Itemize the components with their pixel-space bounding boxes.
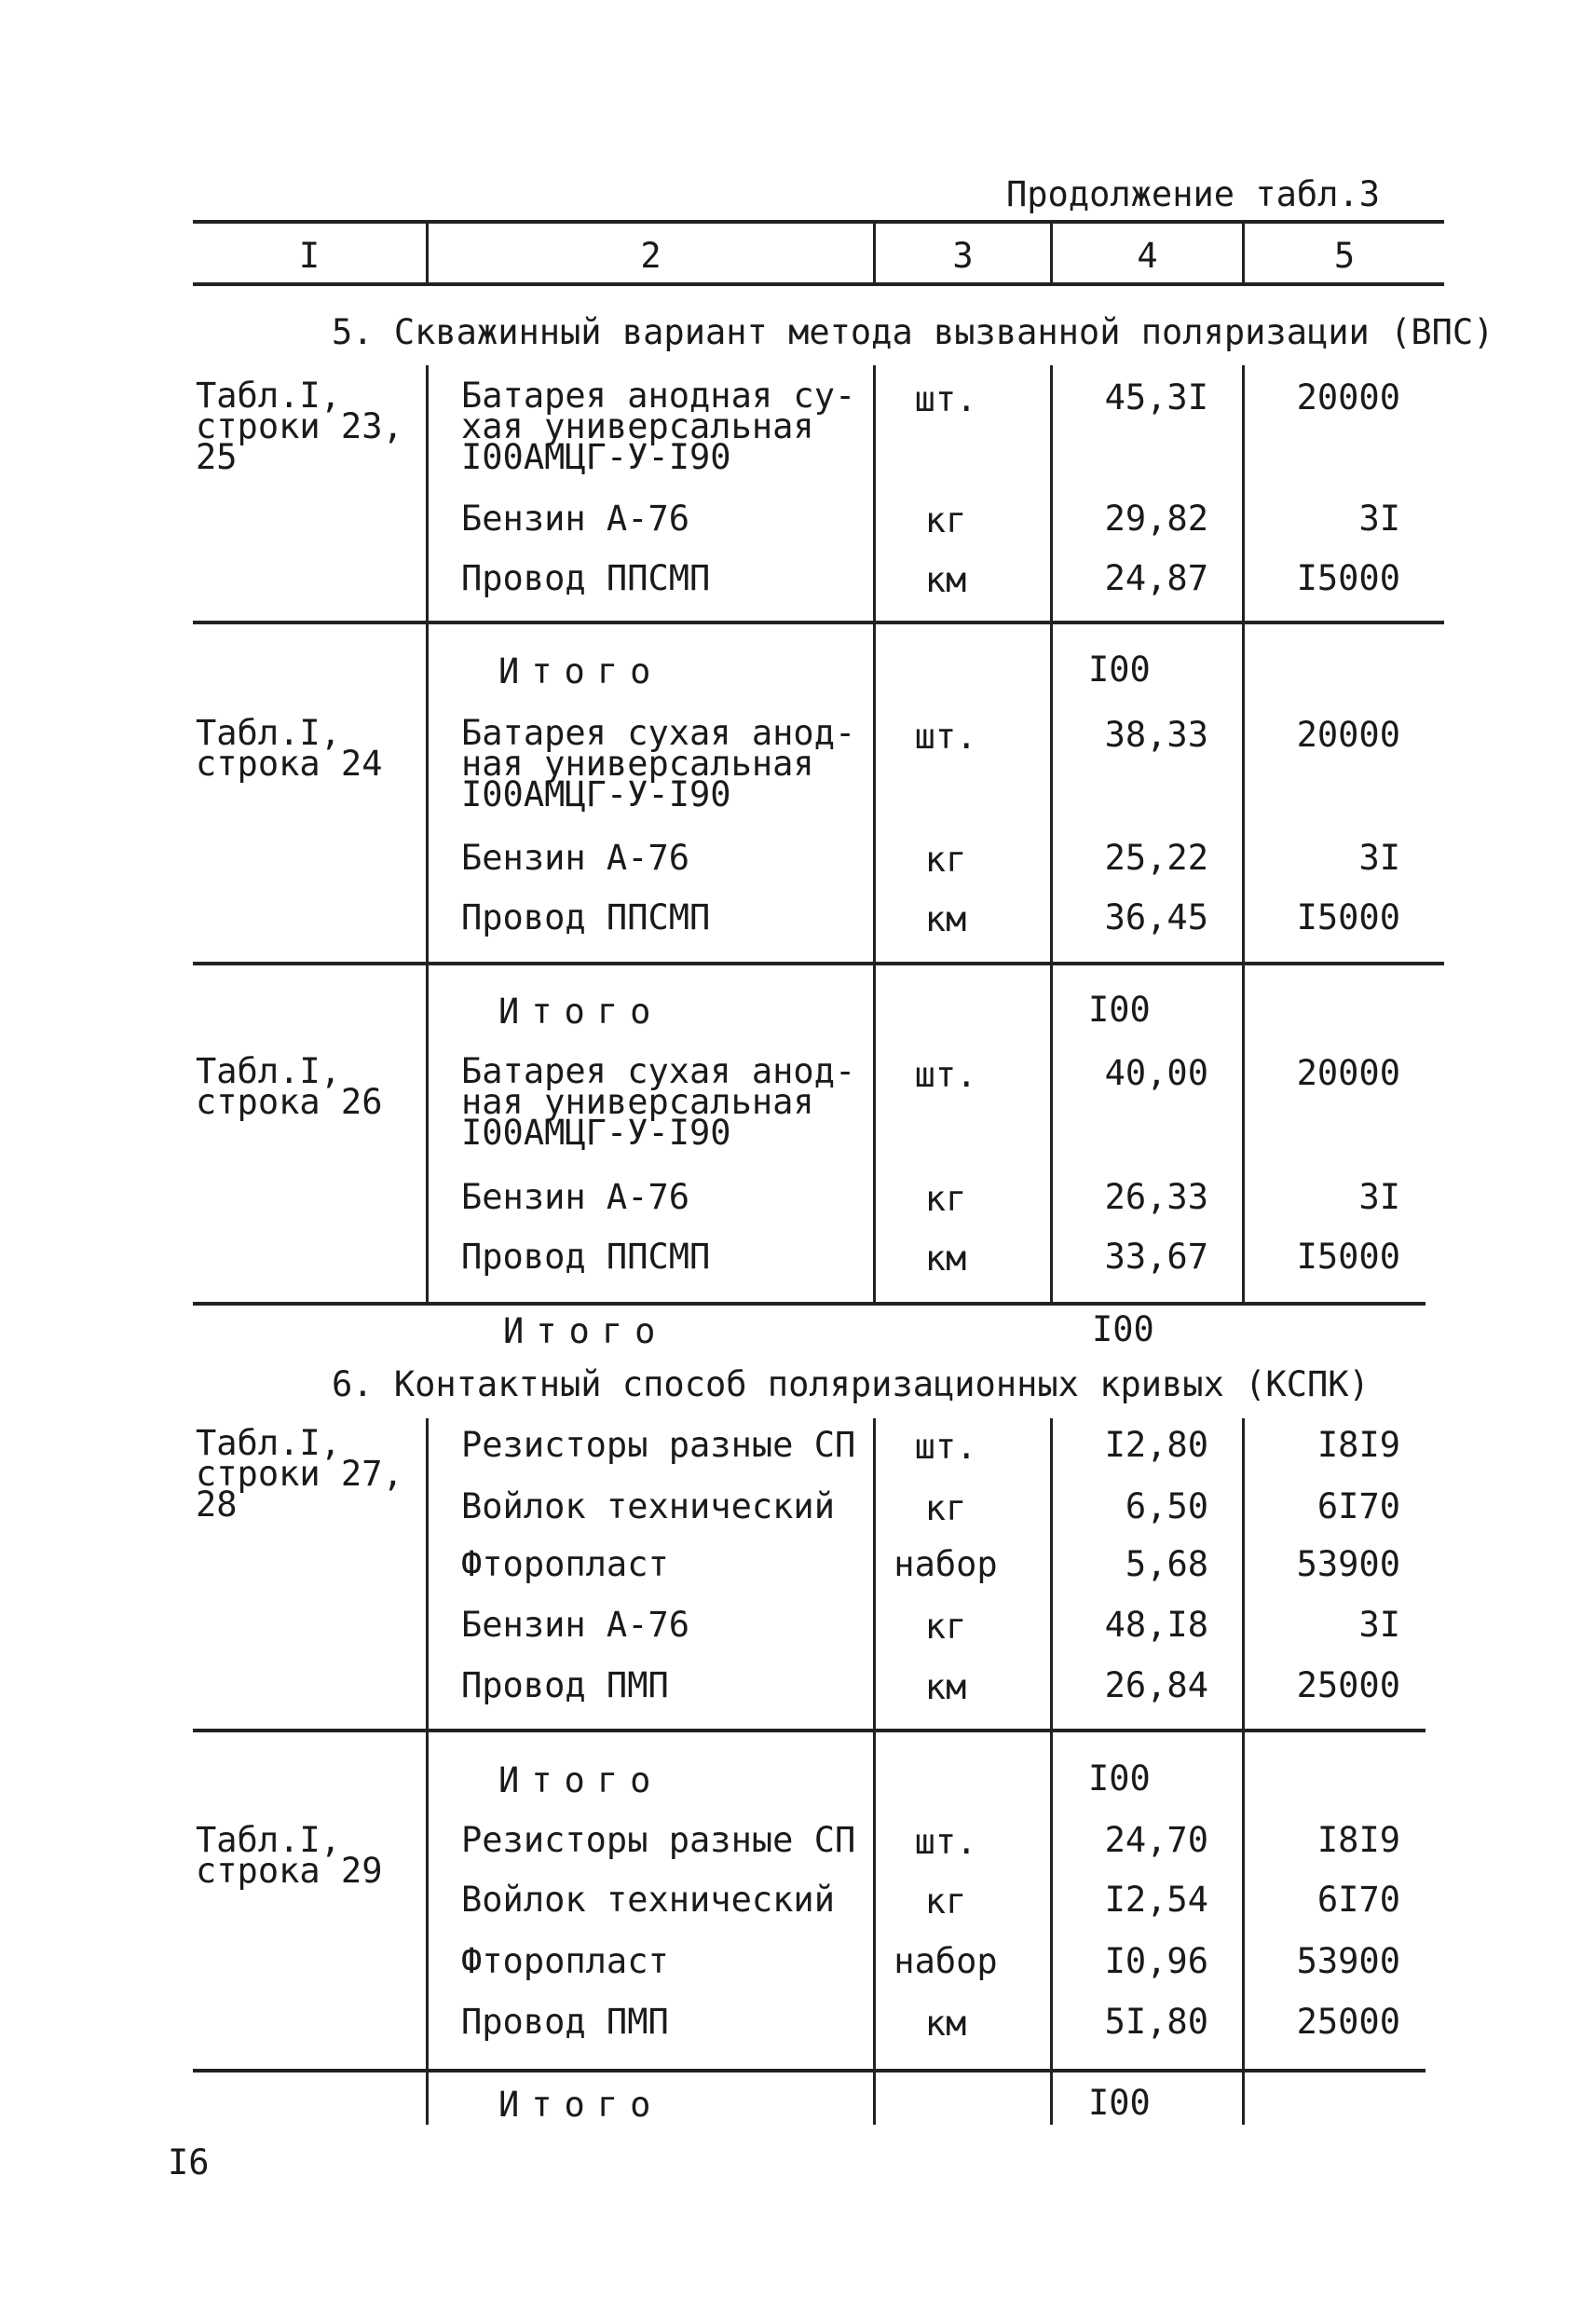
total-value: I00 <box>1088 2083 1151 2123</box>
page-number: I6 <box>168 2142 210 2182</box>
item-price: 53900 <box>1296 1544 1400 1584</box>
total-label: Итого <box>498 651 663 691</box>
section-6-title: 6. Контактный способ поляризационных кривых (КСПК) <box>332 1364 1370 1404</box>
item-percent: 5,68 <box>1125 1544 1208 1584</box>
item-price: 20000 <box>1296 377 1400 417</box>
total-value: I00 <box>1088 650 1151 690</box>
item-name: Батарея анодная су- хая универсальная I00АМЦГ-У-I90 <box>461 376 856 477</box>
item-name: Резисторы разные СП <box>461 1820 856 1860</box>
total-value: I00 <box>1092 1309 1154 1349</box>
item-percent: I2,54 <box>1104 1880 1208 1920</box>
item-price: 20000 <box>1296 1053 1400 1093</box>
item-price: 3I <box>1358 1177 1400 1217</box>
group-rule <box>193 621 1444 624</box>
total-label: Итого <box>498 1760 663 1800</box>
col-divider <box>426 622 429 964</box>
item-name: Бензин А-76 <box>461 838 690 878</box>
item-unit: км <box>924 560 967 600</box>
item-price: 3I <box>1358 1605 1400 1645</box>
col-divider <box>426 2071 429 2125</box>
item-unit: набор <box>893 1941 998 1981</box>
item-name: Войлок технический <box>461 1880 835 1920</box>
col-divider <box>426 365 429 622</box>
item-unit: км <box>924 1238 967 1279</box>
item-price: 3I <box>1358 499 1400 539</box>
col-divider <box>426 1418 429 1731</box>
item-percent: 33,67 <box>1104 1237 1208 1277</box>
total-value: I00 <box>1088 1758 1151 1799</box>
group-rule <box>193 1302 1425 1306</box>
item-name: Батарея сухая анод- ная универсальная I00АМЦГ-У-I90 <box>461 713 856 814</box>
item-percent: I0,96 <box>1104 1941 1208 1981</box>
item-unit: кг <box>924 840 967 880</box>
item-price: I5000 <box>1296 558 1400 598</box>
group-ref: Табл.I, строки 27, 28 <box>196 1423 403 1525</box>
header-top-rule <box>193 220 1444 224</box>
group-rule <box>193 2069 1425 2073</box>
group-ref: Табл.I, строки 23, 25 <box>196 376 403 477</box>
col-divider <box>426 964 429 1305</box>
section-5-title: 5. Скважинный вариант метода вызванной поляризации (ВПС) <box>332 312 1494 352</box>
item-percent: 29,82 <box>1104 499 1208 539</box>
header-col-1: I <box>298 236 321 276</box>
header-col-5: 5 <box>1333 236 1356 276</box>
item-percent: 26,84 <box>1104 1665 1208 1705</box>
header-col-2: 2 <box>640 236 662 276</box>
item-percent: 40,00 <box>1104 1053 1208 1093</box>
header-col-3: 3 <box>952 236 974 276</box>
group-ref: Табл.I, строка 29 <box>196 1820 383 1891</box>
item-unit: кг <box>924 1179 967 1219</box>
total-label: Итого <box>498 2085 663 2125</box>
item-unit: шт. <box>914 1822 977 1862</box>
item-percent: 6,50 <box>1125 1486 1208 1526</box>
item-percent: 26,33 <box>1104 1177 1208 1217</box>
item-name: Бензин А-76 <box>461 1177 690 1217</box>
total-label: Итого <box>503 1311 668 1351</box>
item-percent: I2,80 <box>1104 1425 1208 1465</box>
col-divider <box>873 2071 876 2125</box>
item-percent: 24,70 <box>1104 1820 1208 1860</box>
item-unit: кг <box>924 1607 967 1647</box>
item-percent: 36,45 <box>1104 897 1208 937</box>
item-price: 53900 <box>1296 1941 1400 1981</box>
item-unit: шт. <box>914 1427 977 1467</box>
item-unit: набор <box>893 1544 998 1584</box>
item-name: Провод ППСМП <box>461 558 711 598</box>
header-col-4: 4 <box>1137 236 1158 276</box>
group-rule <box>193 962 1444 965</box>
item-unit: кг <box>924 1881 967 1922</box>
item-price: 25000 <box>1296 1665 1400 1705</box>
item-price: 20000 <box>1296 715 1400 755</box>
item-percent: 45,3I <box>1104 377 1208 417</box>
group-ref: Табл.I, строка 24 <box>196 713 383 784</box>
item-name: Батарея сухая анод- ная универсальная I00АМЦГ-У-I90 <box>461 1051 856 1153</box>
col-divider <box>426 1731 429 2071</box>
item-unit: кг <box>924 500 967 540</box>
group-ref: Табл.I, строка 26 <box>196 1051 383 1122</box>
item-price: 3I <box>1358 838 1400 878</box>
col-divider <box>1242 2071 1245 2125</box>
item-unit: км <box>924 1667 967 1707</box>
item-name: Провод ППСМП <box>461 1237 711 1277</box>
item-price: I5000 <box>1296 1237 1400 1277</box>
item-price: 6I70 <box>1316 1486 1400 1526</box>
item-percent: 48,I8 <box>1104 1605 1208 1645</box>
item-price: I5000 <box>1296 897 1400 937</box>
item-price: 25000 <box>1296 2002 1400 2042</box>
item-name: Провод ПМП <box>461 1665 669 1705</box>
item-name: Войлок технический <box>461 1486 835 1526</box>
header-bottom-rule <box>193 282 1444 286</box>
item-name: Фторопласт <box>461 1941 669 1981</box>
item-percent: 24,87 <box>1104 558 1208 598</box>
item-unit: кг <box>924 1488 967 1528</box>
item-unit: шт. <box>914 1055 977 1095</box>
item-percent: 38,33 <box>1104 715 1208 755</box>
item-name: Провод ППСМП <box>461 897 711 937</box>
item-unit: км <box>924 899 967 939</box>
item-price: I8I9 <box>1316 1425 1400 1465</box>
item-price: I8I9 <box>1316 1820 1400 1860</box>
item-name: Бензин А-76 <box>461 499 690 539</box>
item-unit: шт. <box>914 717 977 757</box>
group-rule <box>193 1729 1425 1732</box>
item-unit: км <box>924 2004 967 2044</box>
item-name: Бензин А-76 <box>461 1605 690 1645</box>
total-label: Итого <box>498 992 663 1032</box>
item-percent: 25,22 <box>1104 838 1208 878</box>
item-percent: 5I,80 <box>1104 2002 1208 2042</box>
item-price: 6I70 <box>1316 1880 1400 1920</box>
item-name: Резисторы разные СП <box>461 1425 856 1465</box>
continuation-caption: Продолжение табл.3 <box>1006 174 1380 214</box>
item-name: Фторопласт <box>461 1544 669 1584</box>
col-divider <box>1050 2071 1053 2125</box>
item-name: Провод ПМП <box>461 2002 669 2042</box>
item-unit: шт. <box>914 379 977 419</box>
total-value: I00 <box>1088 990 1151 1030</box>
